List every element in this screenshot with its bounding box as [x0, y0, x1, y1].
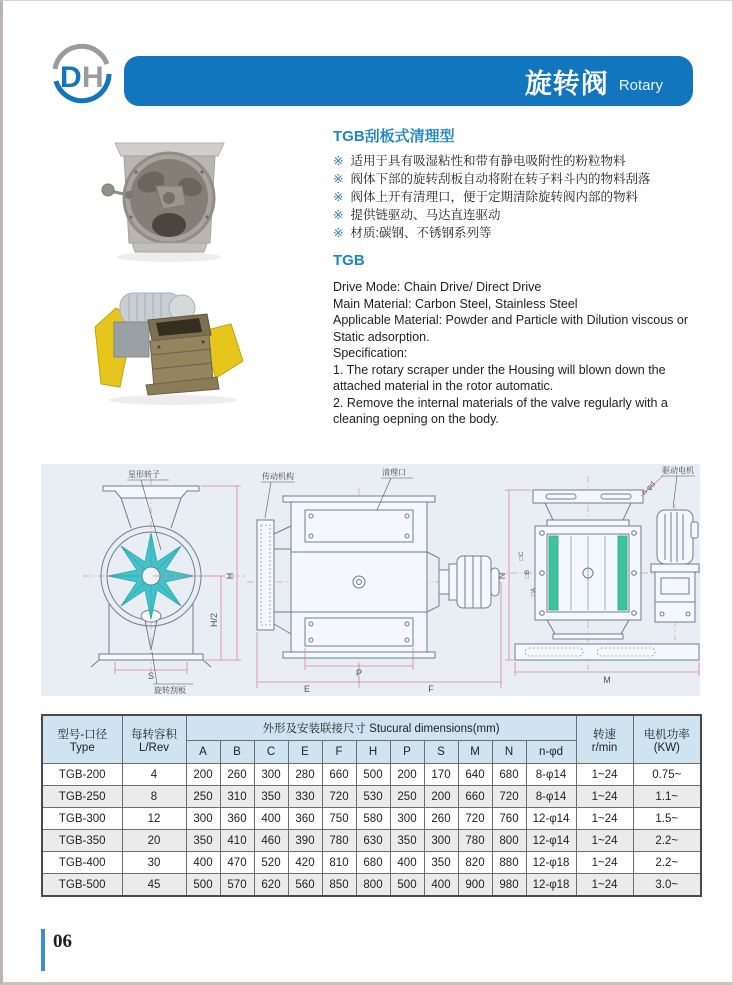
dim-f: F: [428, 684, 434, 694]
dim-c: □C: [518, 551, 525, 561]
rotor-strip-right: [618, 536, 627, 610]
cell-value: 720: [322, 786, 356, 808]
table-body: [42, 764, 701, 897]
cell-value: 260: [424, 808, 458, 830]
cell-value: 0.75~: [633, 764, 701, 786]
spec-line: Specification:: [333, 346, 408, 360]
dim-b: □B: [524, 569, 531, 579]
label-cleaning-port: 清理口: [382, 468, 406, 477]
feature-list: [333, 153, 707, 242]
dim-n: N: [497, 572, 507, 580]
cell-model: TGB-400: [42, 852, 122, 874]
col-header-type: [42, 715, 122, 764]
feature-item: [333, 225, 707, 242]
dim-subheader: M: [458, 741, 492, 764]
cell-value: 300: [186, 808, 220, 830]
cell-value: 400: [186, 852, 220, 874]
cell-value: 400: [390, 852, 424, 874]
table-row: [42, 830, 701, 852]
cell-value: 12-φ14: [526, 808, 576, 830]
table-row: [42, 808, 701, 830]
bullet-marker: ※: [333, 190, 344, 204]
cell-value: 400: [254, 808, 288, 830]
cell-value: 360: [288, 808, 322, 830]
cell-value: 360: [220, 808, 254, 830]
dim-subheader: N: [492, 741, 526, 764]
cell-value: 1~24: [576, 874, 633, 897]
dim-bolt: n-φd: [639, 479, 657, 497]
cell-value: 620: [254, 874, 288, 897]
cell-value: 12-φ18: [526, 874, 576, 897]
cell-model: TGB-250: [42, 786, 122, 808]
feature-item: [333, 153, 707, 170]
cell-value: 720: [492, 786, 526, 808]
feature-item: [333, 189, 707, 206]
cell-value: 300: [254, 764, 288, 786]
cell-value: 820: [458, 852, 492, 874]
table-row: [42, 874, 701, 897]
cell-value: 45: [122, 874, 186, 897]
cell-value: 3.0~: [633, 874, 701, 897]
bullet-marker: ※: [333, 154, 344, 168]
technical-drawing: [41, 464, 700, 696]
col-header-type-en: Type: [69, 741, 95, 754]
table-row: [42, 852, 701, 874]
dim-s: S: [147, 671, 155, 681]
cell-value: 350: [424, 852, 458, 874]
bullet-marker: ※: [333, 172, 344, 186]
col-header-volume-en: L/Rev: [138, 741, 170, 754]
col-header-type-zh: 型号-口径: [57, 728, 108, 741]
dim-subheader: F: [322, 741, 356, 764]
cell-value: 760: [492, 808, 526, 830]
cell-value: 1~24: [576, 808, 633, 830]
dim-subheader: n-φd: [526, 741, 576, 764]
dim-h: H: [225, 572, 235, 580]
logo-letter-d: D: [60, 61, 82, 94]
cell-value: 900: [458, 874, 492, 897]
cell-value: 170: [424, 764, 458, 786]
cell-value: 1~24: [576, 830, 633, 852]
col-header-volume-zh: 每转容积: [131, 728, 177, 741]
spec-line: 2. Remove the internal materials of the valve regularly with a cleaning oepning on the body.: [333, 395, 668, 426]
cell-value: 500: [390, 874, 424, 897]
cell-value: 660: [322, 764, 356, 786]
cell-value: 520: [254, 852, 288, 874]
logo-letter-h: H: [82, 61, 104, 94]
col-header-power: [633, 715, 701, 764]
cell-value: 570: [220, 874, 254, 897]
feature-text: 提供链驱动、马达直连驱动: [350, 208, 501, 222]
cell-value: 12: [122, 808, 186, 830]
col-header-speed: [576, 715, 633, 764]
dim-subheader: H: [356, 741, 390, 764]
section-banner: [124, 56, 693, 106]
cell-value: 560: [288, 874, 322, 897]
cell-value: 350: [186, 830, 220, 852]
feature-text: 材质:碳钢、不锈钢系列等: [350, 226, 492, 240]
cell-value: 1~24: [576, 764, 633, 786]
cell-value: 780: [322, 830, 356, 852]
cell-value: 250: [390, 786, 424, 808]
dim-a: □A: [530, 587, 537, 597]
dim-subheader: B: [220, 741, 254, 764]
spec-line: Drive Mode: Chain Drive/ Direct Drive: [333, 280, 542, 294]
cell-value: 460: [254, 830, 288, 852]
cell-value: 30: [122, 852, 186, 874]
cell-value: 720: [458, 808, 492, 830]
label-rotor: 星形转子: [128, 470, 160, 479]
cell-value: 390: [288, 830, 322, 852]
middle-view: [257, 496, 499, 658]
col-header-volume: [122, 715, 186, 764]
cell-value: 8-φ14: [526, 764, 576, 786]
cell-value: 880: [492, 852, 526, 874]
rotor-strip-left: [549, 536, 558, 610]
cell-value: 300: [424, 830, 458, 852]
cell-value: 630: [356, 830, 390, 852]
dim-subheader: S: [424, 741, 458, 764]
technical-drawing-panel: [41, 464, 700, 696]
cell-value: 800: [356, 874, 390, 897]
cell-value: 330: [288, 786, 322, 808]
feature-item: [333, 171, 707, 188]
feature-item: [333, 207, 707, 224]
cell-value: 660: [458, 786, 492, 808]
label-transmission: 传动机构: [262, 472, 294, 481]
page-number: 06: [53, 931, 72, 952]
label-scraper: 旋转刮板: [154, 686, 186, 695]
spec-line: Applicable Material: Powder and Particle with Dilution viscous or Static adsorption.: [333, 313, 689, 344]
intro-title: TGB刮板式清理型: [333, 128, 455, 145]
dh-logo: [47, 43, 119, 107]
cell-value: 12-φ14: [526, 830, 576, 852]
cell-value: 500: [186, 874, 220, 897]
feature-text: 阀体上开有清理口，便于定期清除旋转阀内部的物料: [350, 190, 638, 204]
col-header-speed-en: r/min: [591, 741, 618, 754]
cell-value: 200: [424, 786, 458, 808]
cell-value: 350: [390, 830, 424, 852]
spec-line: Main Material: Carbon Steel, Stainless Steel: [333, 296, 578, 311]
cell-value: 420: [288, 852, 322, 874]
cell-value: 4: [122, 764, 186, 786]
description-column: [333, 125, 707, 428]
dim-p: P: [355, 668, 363, 678]
table-row: [42, 764, 701, 786]
cell-value: 8: [122, 786, 186, 808]
label-motor: 驱动电机: [662, 466, 694, 475]
right-view: [515, 490, 699, 660]
cell-value: 680: [356, 852, 390, 874]
cell-value: 260: [220, 764, 254, 786]
specs-title: TGB: [333, 252, 365, 269]
cell-model: TGB-300: [42, 808, 122, 830]
cell-value: 1.1~: [633, 786, 701, 808]
banner-title-en: Rotary: [618, 76, 663, 94]
banner-title-zh: 旋转阀: [524, 68, 609, 99]
cell-value: 8-φ14: [526, 786, 576, 808]
dim-subheader: A: [186, 741, 220, 764]
product-photo-valve: [101, 137, 238, 264]
cell-model: TGB-500: [42, 874, 122, 897]
cell-value: 300: [390, 808, 424, 830]
page-number-bar: [41, 929, 45, 971]
cell-value: 470: [220, 852, 254, 874]
dimensions-table-wrap: [41, 714, 700, 897]
cell-value: 2.2~: [633, 852, 701, 874]
col-header-speed-zh: 转速: [593, 728, 617, 741]
feature-text: 阀体下部的旋转刮板自动将附在转子料斗内的物料刮落: [350, 172, 651, 186]
cell-value: 410: [220, 830, 254, 852]
cell-value: 780: [458, 830, 492, 852]
cell-value: 20: [122, 830, 186, 852]
dim-subheader: C: [254, 741, 288, 764]
cell-value: 1~24: [576, 852, 633, 874]
dim-e: E: [303, 684, 311, 694]
cell-value: 810: [322, 852, 356, 874]
cell-value: 800: [492, 830, 526, 852]
product-photo-valve-motor: [89, 287, 256, 407]
cell-value: 280: [288, 764, 322, 786]
cell-model: TGB-200: [42, 764, 122, 786]
cell-value: 400: [424, 874, 458, 897]
table-row: [42, 786, 701, 808]
cell-value: 12-φ18: [526, 852, 576, 874]
cell-value: 310: [220, 786, 254, 808]
feature-text: 适用于具有吸湿粘性和带有静电吸附性的粉粒物料: [350, 154, 626, 168]
cell-value: 680: [492, 764, 526, 786]
dimensions-table: [41, 714, 702, 897]
cell-value: 640: [458, 764, 492, 786]
cell-value: 980: [492, 874, 526, 897]
cell-value: 500: [356, 764, 390, 786]
col-header-dimensions: 外形及安装联接尺寸 Stucural dimensions(mm): [186, 715, 576, 741]
cell-value: 750: [322, 808, 356, 830]
specs-text: [333, 279, 707, 428]
cell-value: 1.5~: [633, 808, 701, 830]
dim-subheader: E: [288, 741, 322, 764]
cell-value: 200: [390, 764, 424, 786]
dim-m: M: [603, 675, 611, 685]
cell-value: 350: [254, 786, 288, 808]
cell-value: 2.2~: [633, 830, 701, 852]
dim-h-half: H/2: [209, 612, 219, 628]
cell-value: 850: [322, 874, 356, 897]
col-header-power-en: (KW): [653, 741, 680, 754]
cell-value: 580: [356, 808, 390, 830]
bullet-marker: ※: [333, 208, 344, 222]
spec-line: 1. The rotary scraper under the Housing will blown down the attached material in the rotor automatic.: [333, 362, 666, 393]
cell-model: TGB-350: [42, 830, 122, 852]
cell-value: 530: [356, 786, 390, 808]
cell-value: 200: [186, 764, 220, 786]
cell-value: 250: [186, 786, 220, 808]
bullet-marker: ※: [333, 226, 344, 240]
col-header-power-zh: 电机功率: [643, 728, 690, 741]
cell-value: 1~24: [576, 786, 633, 808]
dim-subheader: P: [390, 741, 424, 764]
